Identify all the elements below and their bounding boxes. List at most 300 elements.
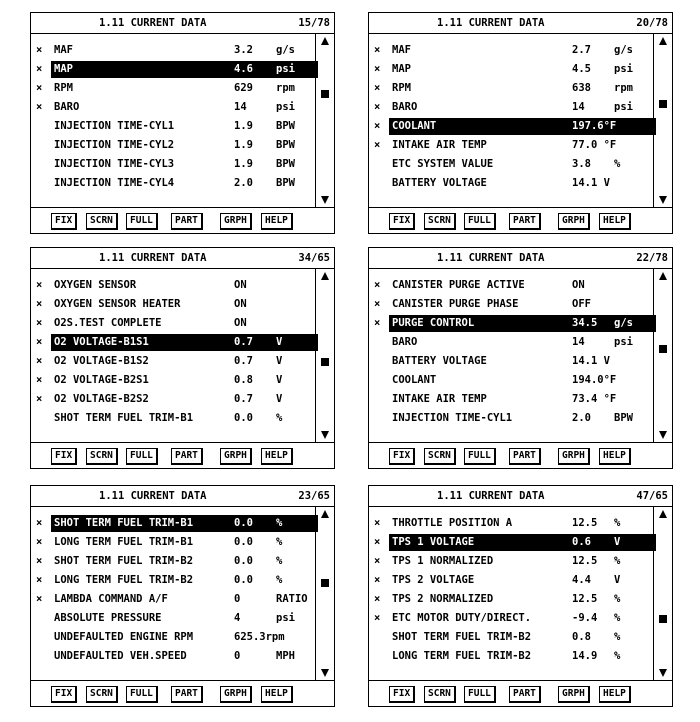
parameter-name: ETC SYSTEM VALUE bbox=[392, 158, 494, 170]
soft-key-fix[interactable]: FIX bbox=[51, 686, 77, 703]
parameter-unit: % bbox=[614, 593, 621, 605]
soft-key-full[interactable]: FULL bbox=[126, 213, 158, 230]
data-row[interactable] bbox=[369, 552, 654, 571]
parameter-name: OXYGEN SENSOR bbox=[54, 279, 137, 291]
parameter-name: SHOT TERM FUEL TRIM-B1 bbox=[54, 517, 194, 529]
scroll-thumb[interactable] bbox=[321, 90, 329, 98]
parameter-unit: psi bbox=[614, 336, 633, 348]
parameter-unit: % bbox=[276, 412, 283, 424]
data-row[interactable] bbox=[31, 155, 316, 174]
parameter-value: 0.7 bbox=[234, 393, 253, 405]
parameter-name: O2 VOLTAGE-B2S1 bbox=[54, 374, 149, 386]
function-key-bar bbox=[369, 207, 672, 233]
parameter-unit: % bbox=[614, 631, 621, 643]
parameter-value: 4.6 bbox=[234, 63, 253, 75]
parameter-name: MAF bbox=[54, 44, 73, 56]
soft-key-grph[interactable]: GRPH bbox=[220, 213, 252, 230]
fix-marker: × bbox=[374, 536, 381, 548]
parameter-name: SHOT TERM FUEL TRIM-B2 bbox=[54, 555, 194, 567]
data-row[interactable] bbox=[31, 390, 316, 409]
data-panel bbox=[368, 12, 673, 234]
data-row[interactable] bbox=[369, 628, 654, 647]
soft-key-help[interactable]: HELP bbox=[261, 213, 293, 230]
data-panel bbox=[30, 485, 335, 707]
fix-marker: × bbox=[36, 82, 43, 94]
soft-key-part[interactable]: PART bbox=[509, 686, 541, 703]
soft-key-fix[interactable]: FIX bbox=[389, 213, 415, 230]
soft-key-part[interactable]: PART bbox=[509, 448, 541, 465]
data-row[interactable] bbox=[369, 333, 654, 352]
data-row[interactable] bbox=[369, 590, 654, 609]
parameter-value: 73.4 °F bbox=[572, 393, 617, 405]
soft-key-full[interactable]: FULL bbox=[464, 686, 496, 703]
parameter-value: 3.8 bbox=[572, 158, 591, 170]
scrollbar[interactable] bbox=[653, 33, 672, 208]
soft-key-help[interactable]: HELP bbox=[261, 686, 293, 703]
data-row[interactable] bbox=[369, 155, 654, 174]
soft-key-scrn[interactable]: SCRN bbox=[424, 686, 456, 703]
parameter-unit: MPH bbox=[276, 650, 295, 662]
parameter-value: 34.5 bbox=[572, 317, 598, 329]
parameter-unit: % bbox=[614, 555, 621, 567]
panel-title: 1.11 CURRENT DATA bbox=[99, 490, 207, 502]
data-row[interactable] bbox=[369, 174, 654, 193]
fix-marker: × bbox=[36, 393, 43, 405]
soft-key-scrn[interactable]: SCRN bbox=[86, 213, 118, 230]
data-row[interactable] bbox=[369, 533, 654, 552]
data-row[interactable] bbox=[31, 514, 316, 533]
parameter-value: 14.1 V bbox=[572, 355, 610, 367]
parameter-value: 194.0°F bbox=[572, 374, 617, 386]
data-row[interactable] bbox=[31, 552, 316, 571]
parameter-name: BATTERY VOLTAGE bbox=[392, 177, 487, 189]
scroll-down-arrow-icon[interactable] bbox=[321, 431, 329, 439]
scrollbar[interactable] bbox=[653, 506, 672, 681]
scroll-thumb[interactable] bbox=[321, 358, 329, 366]
data-row[interactable] bbox=[369, 41, 654, 60]
data-row[interactable] bbox=[31, 371, 316, 390]
scroll-down-arrow-icon[interactable] bbox=[321, 669, 329, 677]
page-counter: 22/78 bbox=[636, 252, 668, 264]
parameter-value: 0.0 bbox=[234, 536, 253, 548]
parameter-value: 0.8 bbox=[572, 631, 591, 643]
parameter-unit: BPW bbox=[614, 412, 633, 424]
scroll-down-arrow-icon[interactable] bbox=[321, 196, 329, 204]
soft-key-part[interactable]: PART bbox=[509, 213, 541, 230]
parameter-value: 197.6°F bbox=[572, 120, 617, 132]
scrollbar[interactable] bbox=[315, 268, 334, 443]
parameter-unit: % bbox=[276, 517, 283, 529]
data-row[interactable] bbox=[31, 333, 316, 352]
parameter-unit: BPW bbox=[276, 120, 295, 132]
scroll-thumb[interactable] bbox=[659, 345, 667, 353]
data-row[interactable] bbox=[31, 98, 316, 117]
parameter-name: UNDEFAULTED VEH.SPEED bbox=[54, 650, 187, 662]
panel-header bbox=[31, 486, 334, 507]
scroll-up-arrow-icon[interactable] bbox=[659, 510, 667, 518]
parameter-value: 14 bbox=[572, 336, 585, 348]
fix-marker: × bbox=[374, 139, 381, 151]
fix-marker: × bbox=[36, 536, 43, 548]
parameter-value: 14 bbox=[234, 101, 247, 113]
data-row[interactable] bbox=[31, 628, 316, 647]
fix-marker: × bbox=[36, 101, 43, 113]
data-row[interactable] bbox=[369, 98, 654, 117]
parameter-name: INJECTION TIME-CYL2 bbox=[54, 139, 175, 151]
parameter-value: 0.7 bbox=[234, 355, 253, 367]
fix-marker: × bbox=[36, 355, 43, 367]
parameter-value: 3.2 bbox=[234, 44, 253, 56]
parameter-value: 1.9 bbox=[234, 158, 253, 170]
parameter-name: LONG TERM FUEL TRIM-B2 bbox=[54, 574, 194, 586]
parameter-value: 638 bbox=[572, 82, 591, 94]
soft-key-grph[interactable]: GRPH bbox=[558, 448, 590, 465]
function-key-bar bbox=[31, 442, 334, 468]
parameter-unit: V bbox=[276, 393, 283, 405]
page-counter: 47/65 bbox=[636, 490, 668, 502]
data-row[interactable] bbox=[369, 514, 654, 533]
parameter-value: 12.5 bbox=[572, 593, 598, 605]
scroll-thumb[interactable] bbox=[659, 615, 667, 623]
parameter-name: COOLANT bbox=[392, 374, 437, 386]
parameter-name: LONG TERM FUEL TRIM-B1 bbox=[54, 536, 194, 548]
soft-key-help[interactable]: HELP bbox=[599, 448, 631, 465]
parameter-value: OFF bbox=[572, 298, 591, 310]
soft-key-part[interactable]: PART bbox=[171, 213, 203, 230]
parameter-unit: V bbox=[614, 574, 621, 586]
data-row[interactable] bbox=[369, 79, 654, 98]
page-counter: 23/65 bbox=[298, 490, 330, 502]
parameter-unit: g/s bbox=[614, 317, 633, 329]
parameter-value: 12.5 bbox=[572, 555, 598, 567]
parameter-name: UNDEFAULTED ENGINE RPM bbox=[54, 631, 194, 643]
fix-marker: × bbox=[36, 555, 43, 567]
parameter-value: 0.0 bbox=[234, 412, 253, 424]
parameter-unit: psi bbox=[614, 101, 633, 113]
soft-key-fix[interactable]: FIX bbox=[51, 213, 77, 230]
parameter-name: BARO bbox=[54, 101, 80, 113]
parameter-name: BARO bbox=[392, 101, 418, 113]
panel-title: 1.11 CURRENT DATA bbox=[99, 17, 207, 29]
parameter-unit: rpm bbox=[276, 82, 295, 94]
parameter-value: 2.0 bbox=[234, 177, 253, 189]
data-row[interactable] bbox=[31, 409, 316, 428]
data-row[interactable] bbox=[31, 295, 316, 314]
scroll-down-arrow-icon[interactable] bbox=[659, 669, 667, 677]
fix-marker: × bbox=[374, 555, 381, 567]
soft-key-full[interactable]: FULL bbox=[126, 686, 158, 703]
parameter-unit: V bbox=[276, 336, 283, 348]
data-row[interactable] bbox=[369, 390, 654, 409]
data-list bbox=[31, 514, 316, 666]
parameter-unit: V bbox=[276, 355, 283, 367]
panel-header bbox=[369, 13, 672, 34]
fix-marker: × bbox=[36, 517, 43, 529]
soft-key-scrn[interactable]: SCRN bbox=[424, 448, 456, 465]
parameter-value: 14 bbox=[572, 101, 585, 113]
parameter-unit: psi bbox=[276, 101, 295, 113]
soft-key-help[interactable]: HELP bbox=[599, 213, 631, 230]
soft-key-full[interactable]: FULL bbox=[126, 448, 158, 465]
parameter-unit: rpm bbox=[614, 82, 633, 94]
parameter-value: ON bbox=[234, 298, 247, 310]
soft-key-scrn[interactable]: SCRN bbox=[86, 448, 118, 465]
fix-marker: × bbox=[36, 279, 43, 291]
parameter-name: THROTTLE POSITION A bbox=[392, 517, 513, 529]
page-counter: 34/65 bbox=[298, 252, 330, 264]
parameter-name: MAP bbox=[392, 63, 411, 75]
fix-marker: × bbox=[374, 82, 381, 94]
parameter-unit: % bbox=[614, 612, 621, 624]
parameter-value: 625.3rpm bbox=[234, 631, 285, 643]
parameter-value: 0.6 bbox=[572, 536, 591, 548]
fix-marker: × bbox=[374, 63, 381, 75]
parameter-value: ON bbox=[234, 279, 247, 291]
parameter-unit: % bbox=[276, 536, 283, 548]
parameter-name: ABSOLUTE PRESSURE bbox=[54, 612, 162, 624]
data-panel bbox=[30, 247, 335, 469]
parameter-value: ON bbox=[234, 317, 247, 329]
scroll-up-arrow-icon[interactable] bbox=[321, 510, 329, 518]
parameter-value: 1.9 bbox=[234, 139, 253, 151]
parameter-unit: g/s bbox=[276, 44, 295, 56]
soft-key-grph[interactable]: GRPH bbox=[220, 448, 252, 465]
parameter-name: LONG TERM FUEL TRIM-B2 bbox=[392, 650, 532, 662]
data-list bbox=[369, 276, 654, 428]
panel-header bbox=[369, 486, 672, 507]
parameter-name: RPM bbox=[54, 82, 73, 94]
data-row[interactable] bbox=[369, 136, 654, 155]
parameter-unit: BPW bbox=[276, 139, 295, 151]
parameter-name: INTAKE AIR TEMP bbox=[392, 139, 487, 151]
parameter-value: 14.1 V bbox=[572, 177, 610, 189]
soft-key-scrn[interactable]: SCRN bbox=[86, 686, 118, 703]
soft-key-fix[interactable]: FIX bbox=[389, 448, 415, 465]
fix-marker: × bbox=[374, 574, 381, 586]
fix-marker: × bbox=[374, 517, 381, 529]
parameter-name: O2S.TEST COMPLETE bbox=[54, 317, 162, 329]
soft-key-grph[interactable]: GRPH bbox=[558, 213, 590, 230]
data-panel bbox=[30, 12, 335, 234]
parameter-name: INJECTION TIME-CYL3 bbox=[54, 158, 175, 170]
parameter-value: 0.8 bbox=[234, 374, 253, 386]
fix-marker: × bbox=[374, 279, 381, 291]
parameter-value: 0.7 bbox=[234, 336, 253, 348]
data-row[interactable] bbox=[31, 314, 316, 333]
data-list bbox=[31, 276, 316, 428]
data-row[interactable] bbox=[31, 276, 316, 295]
parameter-value: 14.9 bbox=[572, 650, 598, 662]
data-list bbox=[369, 41, 654, 193]
data-row[interactable] bbox=[369, 60, 654, 79]
data-row[interactable] bbox=[31, 174, 316, 193]
parameter-name: INTAKE AIR TEMP bbox=[392, 393, 487, 405]
data-row[interactable] bbox=[369, 295, 654, 314]
parameter-name: BARO bbox=[392, 336, 418, 348]
data-row[interactable] bbox=[31, 41, 316, 60]
data-row[interactable] bbox=[31, 533, 316, 552]
data-list bbox=[369, 514, 654, 666]
parameter-name: CANISTER PURGE ACTIVE bbox=[392, 279, 525, 291]
parameter-unit: % bbox=[276, 555, 283, 567]
parameter-name: TPS 1 NORMALIZED bbox=[392, 555, 494, 567]
parameter-value: 1.9 bbox=[234, 120, 253, 132]
fix-marker: × bbox=[374, 120, 381, 132]
fix-marker: × bbox=[374, 101, 381, 113]
fix-marker: × bbox=[374, 317, 381, 329]
scroll-thumb[interactable] bbox=[659, 100, 667, 108]
parameter-unit: psi bbox=[276, 63, 295, 75]
soft-key-scrn[interactable]: SCRN bbox=[424, 213, 456, 230]
parameter-value: 0 bbox=[234, 593, 241, 605]
parameter-unit: psi bbox=[276, 612, 295, 624]
scrollbar[interactable] bbox=[315, 506, 334, 681]
parameter-unit: RATIO bbox=[276, 593, 308, 605]
data-row[interactable] bbox=[31, 609, 316, 628]
parameter-value: 4.4 bbox=[572, 574, 591, 586]
fix-marker: × bbox=[36, 336, 43, 348]
function-key-bar bbox=[31, 207, 334, 233]
parameter-value: 0.0 bbox=[234, 574, 253, 586]
soft-key-grph[interactable]: GRPH bbox=[558, 686, 590, 703]
parameter-name: COOLANT bbox=[392, 120, 437, 132]
parameter-value: ON bbox=[572, 279, 585, 291]
parameter-name: CANISTER PURGE PHASE bbox=[392, 298, 519, 310]
parameter-unit: % bbox=[614, 650, 621, 662]
data-row[interactable] bbox=[369, 117, 654, 136]
data-row[interactable] bbox=[31, 136, 316, 155]
panel-header bbox=[369, 248, 672, 269]
parameter-name: TPS 1 VOLTAGE bbox=[392, 536, 475, 548]
scrollbar[interactable] bbox=[315, 33, 334, 208]
function-key-bar bbox=[369, 680, 672, 706]
soft-key-fix[interactable]: FIX bbox=[51, 448, 77, 465]
data-row[interactable] bbox=[369, 314, 654, 333]
data-row[interactable] bbox=[31, 117, 316, 136]
function-key-bar bbox=[31, 680, 334, 706]
scroll-up-arrow-icon[interactable] bbox=[321, 272, 329, 280]
parameter-value: 2.7 bbox=[572, 44, 591, 56]
data-list bbox=[31, 41, 316, 193]
parameter-name: SHOT TERM FUEL TRIM-B2 bbox=[392, 631, 532, 643]
soft-key-grph[interactable]: GRPH bbox=[220, 686, 252, 703]
panel-title: 1.11 CURRENT DATA bbox=[437, 17, 545, 29]
data-row[interactable] bbox=[31, 352, 316, 371]
scrollbar[interactable] bbox=[653, 268, 672, 443]
data-row[interactable] bbox=[369, 409, 654, 428]
parameter-value: 12.5 bbox=[572, 517, 598, 529]
data-row[interactable] bbox=[369, 647, 654, 666]
fix-marker: × bbox=[36, 574, 43, 586]
scroll-up-arrow-icon[interactable] bbox=[321, 37, 329, 45]
parameter-name: TPS 2 NORMALIZED bbox=[392, 593, 494, 605]
fix-marker: × bbox=[374, 593, 381, 605]
scroll-thumb[interactable] bbox=[321, 579, 329, 587]
soft-key-part[interactable]: PART bbox=[171, 448, 203, 465]
scroll-down-arrow-icon[interactable] bbox=[659, 431, 667, 439]
parameter-value: -9.4 bbox=[572, 612, 598, 624]
soft-key-full[interactable]: FULL bbox=[464, 213, 496, 230]
parameter-name: O2 VOLTAGE-B2S2 bbox=[54, 393, 149, 405]
parameter-name: RPM bbox=[392, 82, 411, 94]
data-row[interactable] bbox=[369, 276, 654, 295]
parameter-value: 77.0 °F bbox=[572, 139, 617, 151]
soft-key-help[interactable]: HELP bbox=[599, 686, 631, 703]
fix-marker: × bbox=[36, 317, 43, 329]
parameter-name: ETC MOTOR DUTY/DIRECT. bbox=[392, 612, 532, 624]
parameter-value: 0.0 bbox=[234, 517, 253, 529]
parameter-name: SHOT TERM FUEL TRIM-B1 bbox=[54, 412, 194, 424]
parameter-name: INJECTION TIME-CYL1 bbox=[392, 412, 513, 424]
parameter-unit: BPW bbox=[276, 158, 295, 170]
page-counter: 20/78 bbox=[636, 17, 668, 29]
parameter-value: 0 bbox=[234, 650, 241, 662]
data-row[interactable] bbox=[369, 371, 654, 390]
data-row[interactable] bbox=[31, 571, 316, 590]
data-panel bbox=[368, 485, 673, 707]
scroll-up-arrow-icon[interactable] bbox=[659, 37, 667, 45]
data-row[interactable] bbox=[369, 352, 654, 371]
fix-marker: × bbox=[36, 593, 43, 605]
parameter-unit: V bbox=[276, 374, 283, 386]
scroll-down-arrow-icon[interactable] bbox=[659, 196, 667, 204]
data-row[interactable] bbox=[31, 590, 316, 609]
fix-marker: × bbox=[36, 44, 43, 56]
parameter-name: PURGE CONTROL bbox=[392, 317, 475, 329]
panel-title: 1.11 CURRENT DATA bbox=[99, 252, 207, 264]
panel-title: 1.11 CURRENT DATA bbox=[437, 252, 545, 264]
data-row[interactable] bbox=[31, 60, 316, 79]
parameter-value: 2.0 bbox=[572, 412, 591, 424]
parameter-name: INJECTION TIME-CYL1 bbox=[54, 120, 175, 132]
fix-marker: × bbox=[374, 298, 381, 310]
parameter-unit: BPW bbox=[276, 177, 295, 189]
parameter-unit: % bbox=[276, 574, 283, 586]
parameter-unit: g/s bbox=[614, 44, 633, 56]
scroll-up-arrow-icon[interactable] bbox=[659, 272, 667, 280]
soft-key-full[interactable]: FULL bbox=[464, 448, 496, 465]
parameter-value: 0.0 bbox=[234, 555, 253, 567]
parameter-name: LAMBDA COMMAND A/F bbox=[54, 593, 168, 605]
fix-marker: × bbox=[36, 374, 43, 386]
parameter-name: TPS 2 VOLTAGE bbox=[392, 574, 475, 586]
fix-marker: × bbox=[36, 298, 43, 310]
data-row[interactable] bbox=[31, 79, 316, 98]
soft-key-help[interactable]: HELP bbox=[261, 448, 293, 465]
parameter-name: BATTERY VOLTAGE bbox=[392, 355, 487, 367]
soft-key-fix[interactable]: FIX bbox=[389, 686, 415, 703]
fix-marker: × bbox=[36, 63, 43, 75]
fix-marker: × bbox=[374, 44, 381, 56]
data-panel bbox=[368, 247, 673, 469]
parameter-unit: V bbox=[614, 536, 621, 548]
function-key-bar bbox=[369, 442, 672, 468]
data-row[interactable] bbox=[369, 571, 654, 590]
parameter-name: O2 VOLTAGE-B1S1 bbox=[54, 336, 149, 348]
parameter-name: MAF bbox=[392, 44, 411, 56]
parameter-value: 629 bbox=[234, 82, 253, 94]
parameter-unit: psi bbox=[614, 63, 633, 75]
parameter-name: MAP bbox=[54, 63, 73, 75]
data-row[interactable] bbox=[31, 647, 316, 666]
panel-header bbox=[31, 248, 334, 269]
fix-marker: × bbox=[374, 612, 381, 624]
data-row[interactable] bbox=[369, 609, 654, 628]
page-counter: 15/78 bbox=[298, 17, 330, 29]
parameter-value: 4 bbox=[234, 612, 241, 624]
parameter-name: INJECTION TIME-CYL4 bbox=[54, 177, 175, 189]
soft-key-part[interactable]: PART bbox=[171, 686, 203, 703]
